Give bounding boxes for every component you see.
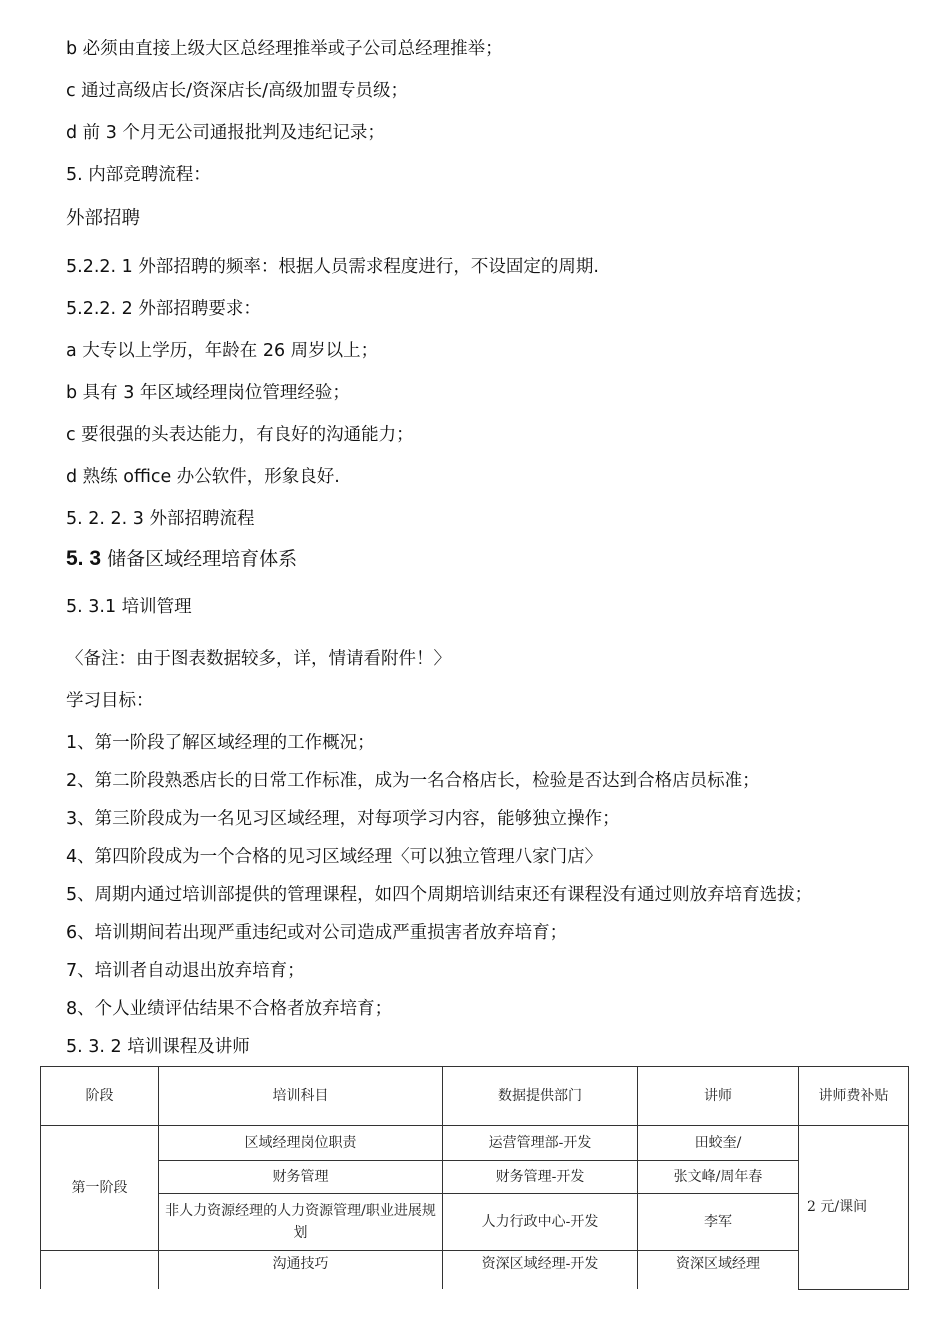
lecturer-cell: 张文峰/周年春	[638, 1161, 799, 1194]
text-line-recruit-frequency: 5.2.2. 1 外部招聘的频率：根据人员需求程度进行，不设固定的周期.	[66, 257, 599, 277]
section-heading-53	[66, 548, 297, 570]
text-line-d-office: d 熟练 office 办公软件，形象良好.	[66, 467, 340, 487]
table-row	[41, 1251, 909, 1290]
header-fee: 讲师费补贴	[799, 1067, 909, 1126]
table-header-row	[41, 1067, 909, 1126]
subject-cell: 财务管理	[159, 1161, 443, 1194]
text-line-training-management: 5. 3.1 培训管理	[66, 597, 192, 617]
table-row	[41, 1126, 909, 1161]
department-cell: 人力行政中心-开发	[443, 1194, 638, 1251]
text-line-internal-process: 5. 内部竞聘流程：	[66, 165, 211, 185]
stage-cell-empty	[41, 1251, 159, 1290]
lecturer-cell: 资深区域经理	[638, 1251, 799, 1290]
text-line-goal-8: 8、个人业绩评估结果不合格者放弃培育；	[66, 999, 393, 1019]
text-line-b-experience: b 具有 3 年区域经理岗位管理经验；	[66, 383, 350, 403]
header-lecturer: 讲师	[638, 1067, 799, 1126]
subject-cell: 沟通技巧	[159, 1251, 443, 1290]
header-department: 数据提供部门	[443, 1067, 638, 1126]
text-line-goal-4: 4、第四阶段成为一个合格的见习区域经理〈可以独立管理八家门店〉	[66, 847, 603, 867]
department-cell: 资深区域经理-开发	[443, 1251, 638, 1290]
lecturer-cell: 李军	[638, 1194, 799, 1251]
section-title: 储备区域经理培育体系	[107, 548, 298, 570]
department-cell: 财务管理-开发	[443, 1161, 638, 1194]
fee-cell: 2 元/课间	[799, 1126, 909, 1290]
training-course-table	[40, 1066, 909, 1290]
text-line-a-education: a 大专以上学历，年龄在 26 周岁以上；	[66, 341, 379, 361]
table-row	[41, 1194, 909, 1251]
text-line-b-recommend: b 必须由直接上级大区总经理推举或子公司总经理推举；	[66, 39, 503, 59]
section-number: 5. 3	[66, 547, 102, 570]
text-line-c-level: c 通过高级店长/资深店长/高级加盟专员级；	[66, 81, 408, 101]
header-subject: 培训科目	[159, 1067, 443, 1126]
stage-cell: 第一阶段	[41, 1126, 159, 1251]
table-row	[41, 1161, 909, 1194]
text-line-goal-3: 3、第三阶段成为一名见习区域经理，对每项学习内容，能够独立操作；	[66, 809, 620, 829]
text-line-recruit-flow: 5. 2. 2. 3 外部招聘流程	[66, 509, 255, 529]
text-line-c-communication: c 要很强的头表达能力，有良好的沟通能力；	[66, 425, 414, 445]
text-line-d-record: d 前 3 个月无公司通报批判及违纪记录；	[66, 123, 385, 143]
text-line-goal-6: 6、培训期间若出现严重违纪或对公司造成严重损害者放弃培育；	[66, 923, 568, 943]
department-cell: 运营管理部-开发	[443, 1126, 638, 1161]
heading-external-recruit: 外部招聘	[66, 208, 141, 229]
text-line-note: 〈备注：由于图表数据较多，详，情请看附件！〉	[66, 649, 451, 669]
text-line-recruit-requirements: 5.2.2. 2 外部招聘要求：	[66, 299, 261, 319]
lecturer-cell: 田蛟奎/	[638, 1126, 799, 1161]
subject-cell: 区域经理岗位职责	[159, 1126, 443, 1161]
text-line-goal-7: 7、培训者自动退出放弃培育；	[66, 961, 305, 981]
text-line-course-title: 5. 3. 2 培训课程及讲师	[66, 1037, 250, 1057]
text-line-goal-5: 5、周期内通过培训部提供的管理课程，如四个周期培训结束还有课程没有通过则放弃培育选拔；	[66, 885, 813, 905]
subject-cell: 非人力资源经理的人力资源管理/职业进展规划	[159, 1194, 443, 1251]
text-line-goal-2: 2、第二阶段熟悉店长的日常工作标准，成为一名合格店长，检验是否达到合格店员标准；	[66, 771, 760, 791]
header-stage: 阶段	[41, 1067, 159, 1126]
text-line-learning-goals: 学习目标：	[66, 691, 154, 711]
text-line-goal-1: 1、第一阶段了解区域经理的工作概况；	[66, 733, 375, 753]
